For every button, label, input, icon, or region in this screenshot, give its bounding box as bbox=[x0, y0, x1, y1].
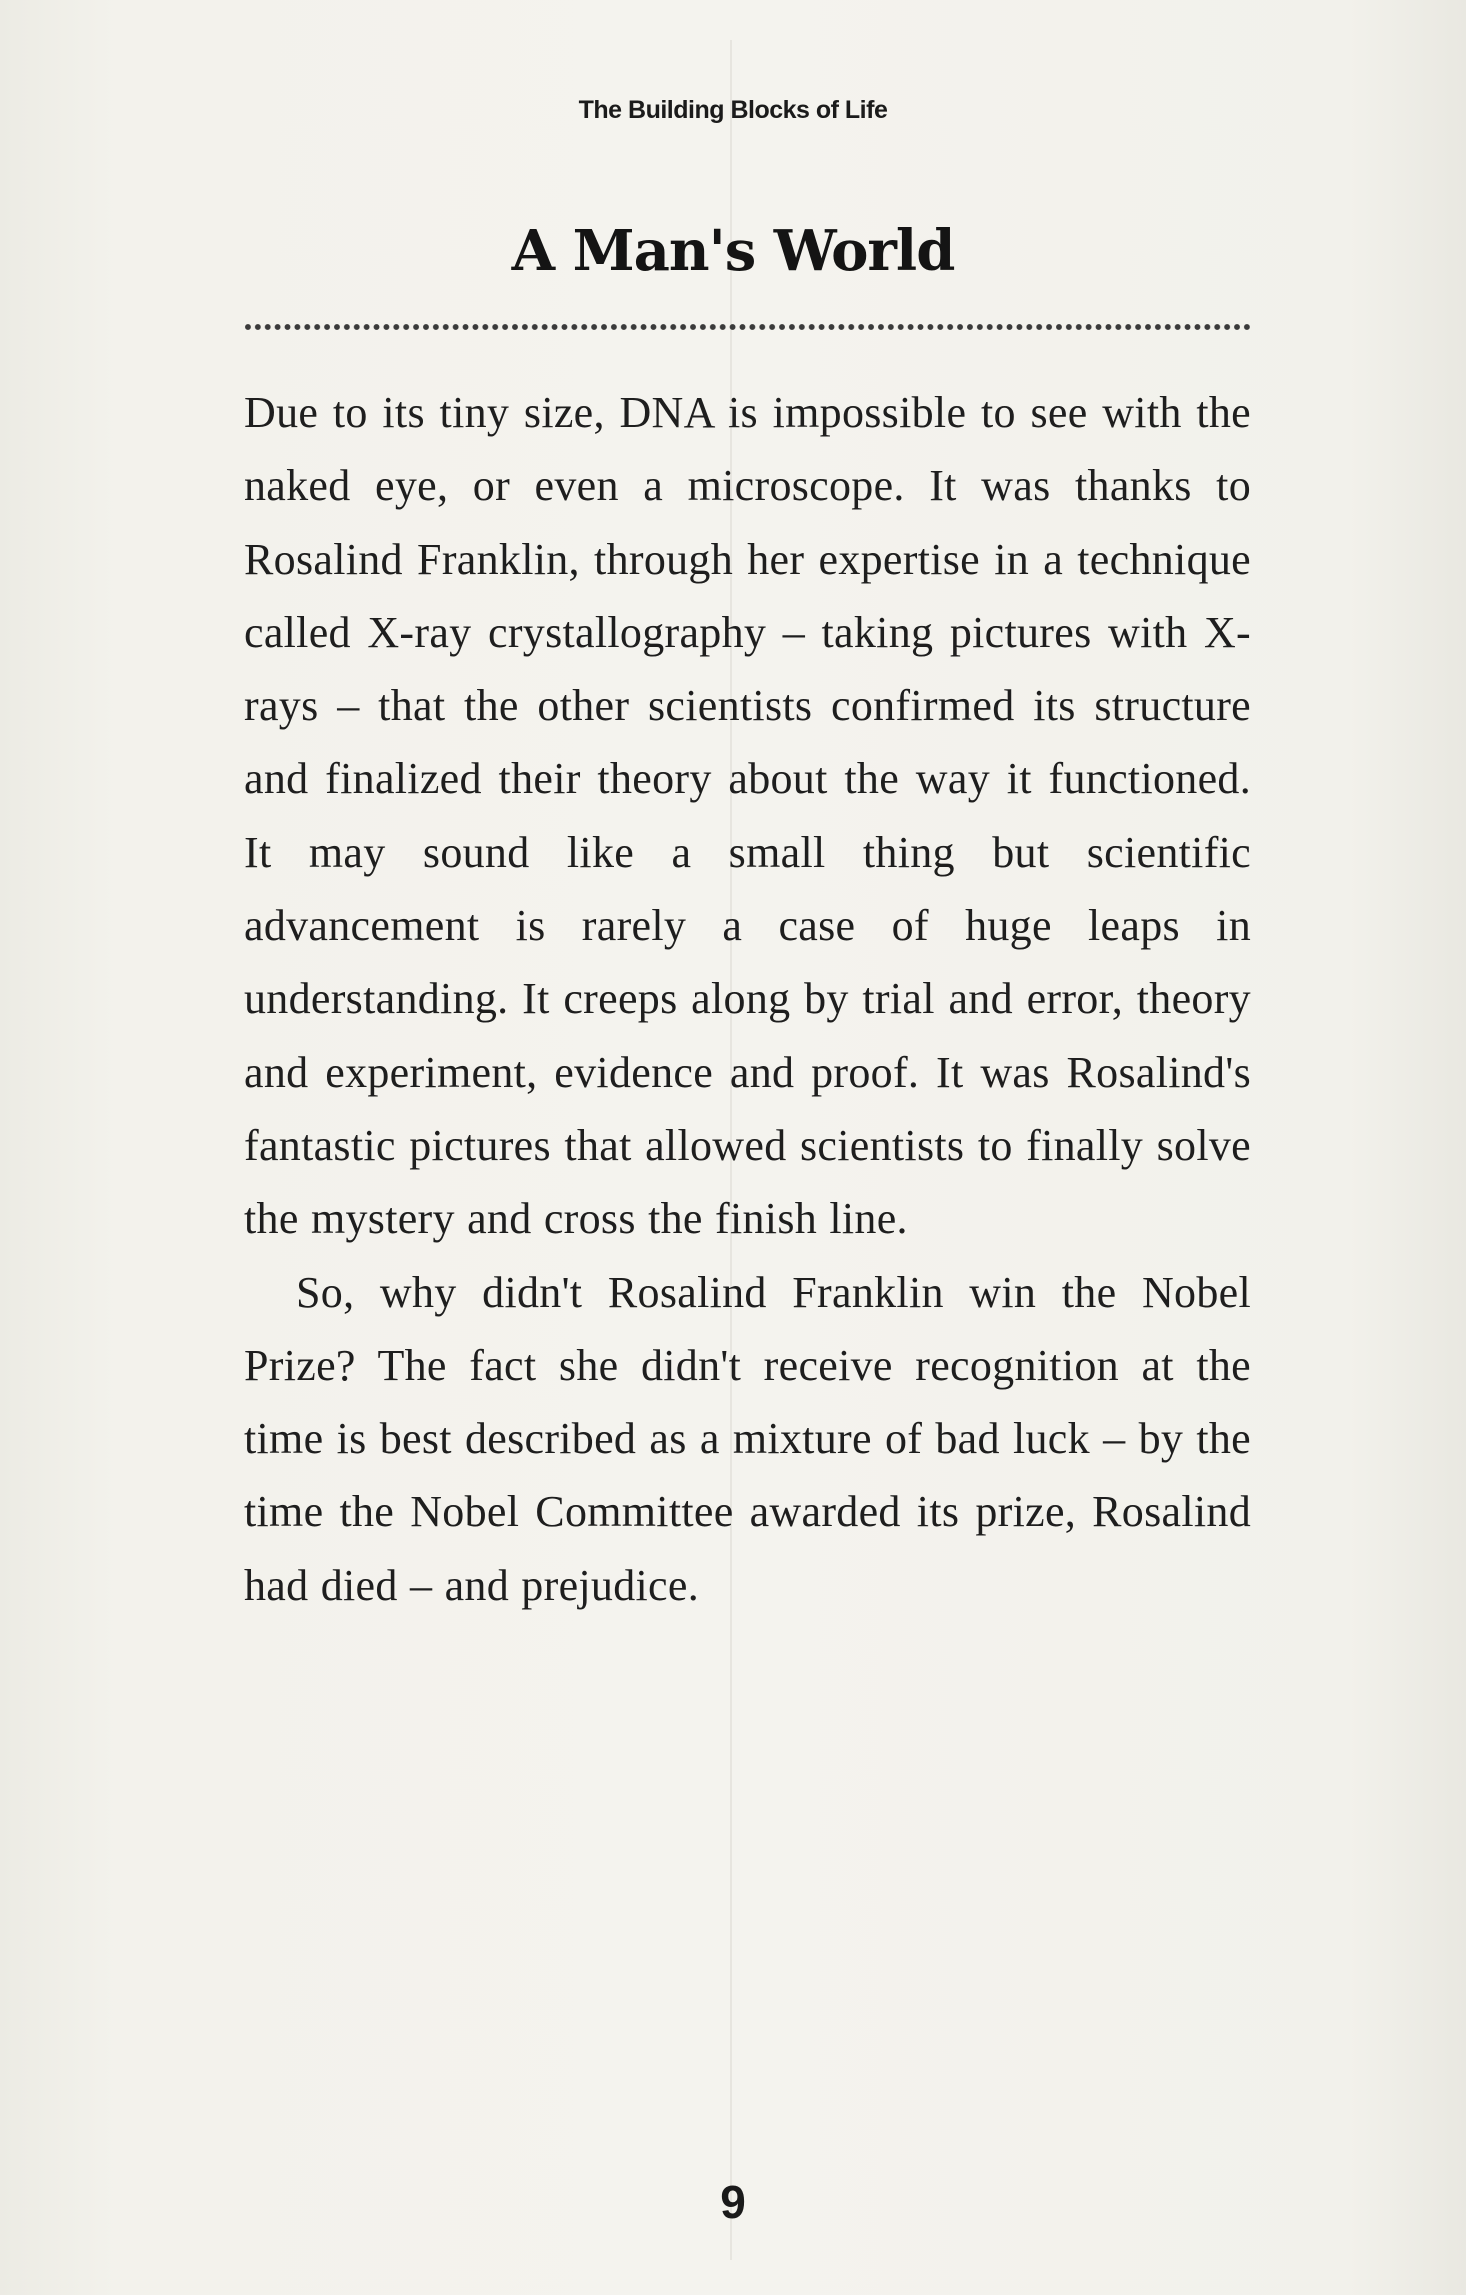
paragraph-1: Due to its tiny size, DNA is impossible to see with the naked eye, or even a microscope. It was thanks to Rosalind Franklin, through her expertise in a technique called X-ray crystallography – taking pictures with X-rays – that the other scientists confirmed its structure and finalized their theory about the way it functioned. It may sound like a small thing but scientific advancement is rarely a case of huge leaps in understanding. It creeps along by trial and error, theory and experiment, evidence and proof. It was Rosalind's fantastic pictures that allowed scientists to finally solve the mystery and cross the finish line. bbox=[244, 388, 1251, 1244]
chapter-title: A Man's World bbox=[511, 218, 955, 284]
paragraph-2: So, why didn't Rosalind Franklin win the Nobel Prize? The fact she didn't receive recognition at the time is best described as a mixture of bad luck – by the time the Nobel Committee awarded its prize, Rosalind had died – and prejudice. bbox=[244, 1267, 1251, 1610]
dotted-divider bbox=[243, 322, 1251, 332]
running-head: The Building Blocks of Life bbox=[578, 96, 888, 124]
body-text bbox=[244, 376, 1251, 1622]
page-number: 9 bbox=[720, 2176, 746, 2228]
